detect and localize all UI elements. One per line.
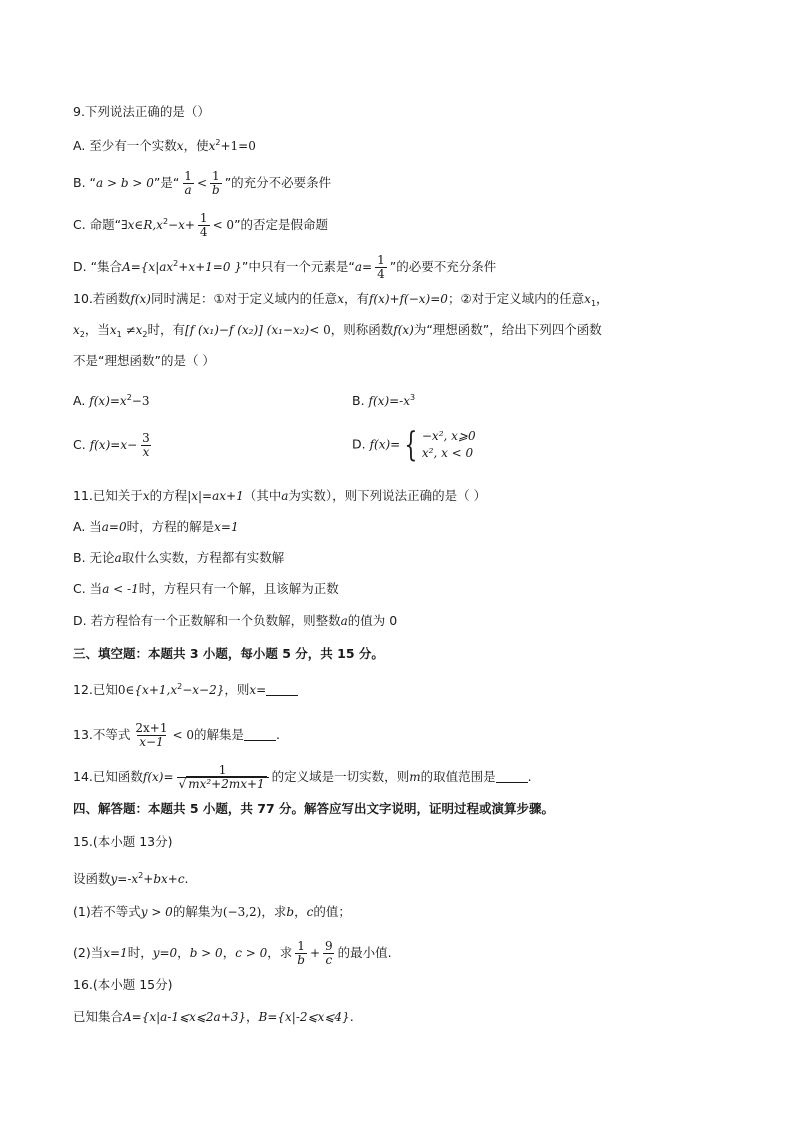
fraction: $\frac{2x+1}{x-1}$	[135, 721, 168, 749]
q11-option-b: B. 无论a取什么实数，方程都有实数解	[73, 550, 285, 565]
q9-option-b: B. “a > b > 0”是“ $\frac{1}{a}$ < $\frac{1}{b}$ ”的充分不必要条件	[73, 169, 332, 197]
piecewise-cases: −x², x⩾0 x², x < 0	[421, 429, 476, 460]
left-brace: {	[404, 425, 418, 465]
q14: 14.已知函数f(x)= $\frac{1}{\text{√ mx²+2mx+1}}$ 的定义域是一切实数，则m的取值范围是 .	[73, 763, 532, 791]
q9-stem: 9.下列说法正确的是（）	[73, 104, 210, 119]
q15-part-2: (2)当x=1时，y=0，b > 0，c > 0，求 $\frac{1}{b}$ + $\frac{9}{c}$ 的最小值.	[73, 939, 392, 967]
answer-blank	[266, 683, 298, 696]
answer-blank	[244, 728, 276, 741]
q9-option-c: C. 命题“$\exists x\in R,x^2-x+$ $\frac{1}{4}$ < 0”的否定是假命题	[73, 211, 329, 239]
q16-heading: 16.(本小题 15分)	[73, 977, 173, 992]
q15-intro: 设函数$y=-x^2+bx+c$.	[73, 871, 189, 886]
answer-blank	[496, 770, 528, 783]
fraction: $\frac{1}{4}$	[377, 253, 385, 281]
fraction: $\frac{3}{x}$	[142, 431, 150, 459]
q11-stem: 11.已知关于x的方程|x|=ax+1（其中a为实数），则下列说法正确的是（ ）	[73, 488, 487, 503]
fraction: $\frac{9}{c}$	[325, 939, 333, 967]
q16-line: 已知集合A={x|a-1⩽x⩽2a+3}，B={x|-2⩽x⩽4}.	[73, 1009, 354, 1024]
q12: 12.已知$0\in\{x+1,x^2-x-2\}$，则x=	[73, 679, 298, 698]
q10-option-b: B. $f(x)=-x^3$	[352, 393, 416, 408]
q9-option-d: D. “集合$A=\{x|ax^2+x+1=0$ }”中只有一个元素是“a= $\frac{1}{4}$ ”的必要不充分条件	[73, 253, 497, 281]
q13: 13.不等式 $\frac{2x+1}{x-1}$ < 0的解集是 .	[73, 721, 280, 749]
section-3-heading: 三、填空题：本题共 3 小题，每小题 5 分，共 15 分。	[73, 646, 384, 661]
q10-line-2: $x_2$，当$x_1 \ne x_2$时，有[f (x₁)−f (x₂)] (x₁−x₂)< 0，则称函数f(x)为“理想函数”，给出下列四个函数	[73, 322, 602, 339]
q10-option-c: C. f(x)=x− $\frac{3}{x}$	[73, 431, 150, 459]
section-4-heading: 四、解答题：本题共 5 小题，共 77 分。解答应写出文字说明，证明过程或演算步骤。	[73, 801, 555, 816]
fraction: $\frac{1}{a}$	[184, 169, 192, 197]
q11-option-d: D. 若方程恰有一个正数解和一个负数解，则整数a的值为 0	[73, 613, 398, 628]
q11-option-c: C. 当a < -1时，方程只有一个解，且该解为正数	[73, 581, 339, 596]
q15-part-1: (1)若不等式y > 0的解集为(−3,2)，求b，c的值；	[73, 904, 351, 919]
fraction: $\frac{1}{4}$	[199, 211, 208, 239]
fraction: $\frac{1}{b}$	[212, 169, 220, 197]
q9-option-a: A. 至少有一个实数x，使$x^2+1=0$	[73, 138, 256, 153]
fraction: $\frac{1}{\text{√ mx²+2mx+1}}$	[177, 764, 269, 791]
q10-option-d: D. f(x)= { −x², x⩾0 x², x < 0	[352, 425, 476, 465]
fraction: $\frac{1}{b}$	[297, 939, 305, 967]
q10-option-a: A. $f(x)=x^2-3$	[73, 393, 150, 408]
q15-heading: 15.(本小题 13分)	[73, 834, 173, 849]
q11-option-a: A. 当a=0时，方程的解是x=1	[73, 519, 239, 534]
q10-line-1: 10.若函数f(x)同时满足：①对于定义域内的任意x，有f(x)+f(−x)=0；②对于定义域内的任意$x_1$，	[73, 291, 609, 308]
q10-line-3: 不是“理想函数”的是（ ）	[73, 353, 215, 368]
